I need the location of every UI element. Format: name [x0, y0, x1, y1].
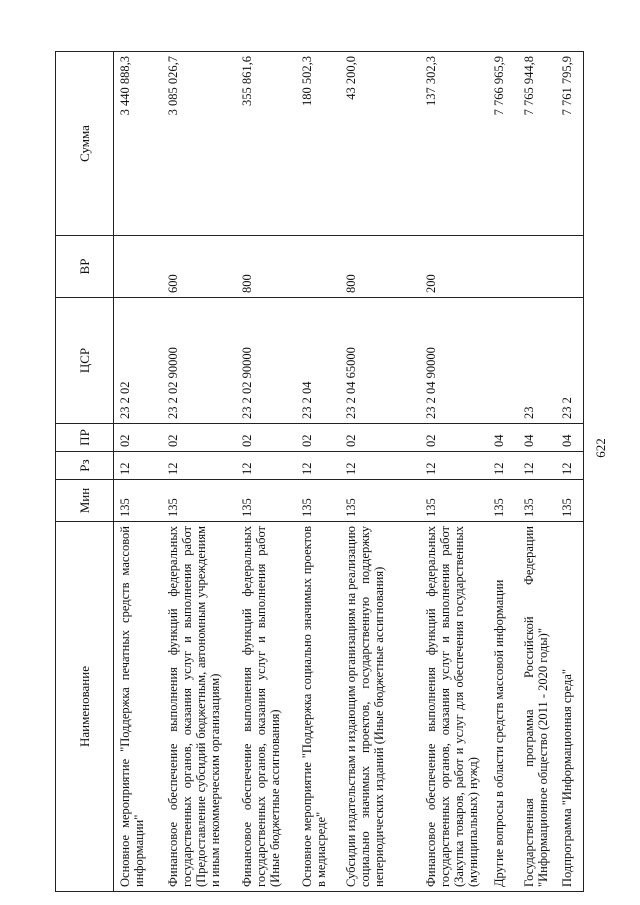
row-sum: 3 440 888,3 — [114, 52, 162, 236]
row-sum: 137 302,3 — [420, 52, 488, 236]
row-pr: 04 — [518, 424, 556, 452]
table-header-row — [56, 52, 114, 892]
row-vr — [556, 236, 584, 298]
row-min: 135 — [420, 480, 488, 522]
row-name: Другие вопросы в области средств массовой информации — [488, 522, 518, 892]
row-vr: 800 — [340, 236, 420, 298]
budget-table-rotated — [55, 52, 582, 892]
header-csr: ЦСР — [56, 298, 114, 424]
row-pr: 02 — [236, 424, 296, 452]
row-vr — [518, 236, 556, 298]
row-pr: 02 — [340, 424, 420, 452]
row-rz: 12 — [114, 452, 162, 480]
row-rz: 12 — [420, 452, 488, 480]
row-csr: 23 2 02 90000 — [236, 298, 296, 424]
row-sum: 7 766 965,9 — [488, 52, 518, 236]
row-pr: 04 — [488, 424, 518, 452]
header-sum: Сумма — [56, 52, 114, 236]
row-min: 135 — [236, 480, 296, 522]
table-row — [340, 52, 420, 892]
header-vr: ВР — [56, 236, 114, 298]
row-csr — [488, 298, 518, 424]
row-sum: 7 765 944,8 — [518, 52, 556, 236]
row-name: Основное мероприятие "Поддержка социально значимых проектов в медиасреде" — [296, 522, 340, 892]
row-min: 135 — [114, 480, 162, 522]
row-vr — [296, 236, 340, 298]
row-vr: 600 — [162, 236, 236, 298]
header-name: Наименование — [56, 522, 114, 892]
row-name: Финансовое обеспечение выполнения функций федеральных государственных органов, оказания услуг и выполнения работ (Иные бюджетные ассигнования) — [236, 522, 296, 892]
row-sum: 3 085 026,7 — [162, 52, 236, 236]
row-rz: 12 — [556, 452, 584, 480]
table-row — [296, 52, 340, 892]
row-pr: 02 — [296, 424, 340, 452]
row-rz: 12 — [296, 452, 340, 480]
table-row — [162, 52, 236, 892]
page-number: 622 — [593, 438, 608, 458]
row-csr: 23 2 04 65000 — [340, 298, 420, 424]
row-min: 135 — [340, 480, 420, 522]
row-rz: 12 — [162, 452, 236, 480]
row-csr: 23 — [518, 298, 556, 424]
table-row — [488, 52, 518, 892]
header-pr: ПР — [56, 424, 114, 452]
row-min: 135 — [556, 480, 584, 522]
row-sum: 7 761 795,9 — [556, 52, 584, 236]
header-rz: Рз — [56, 452, 114, 480]
table-row — [556, 52, 584, 892]
row-rz: 12 — [488, 452, 518, 480]
row-csr: 23 2 02 — [114, 298, 162, 424]
table-row — [236, 52, 296, 892]
row-name: Финансовое обеспечение выполнения функций федеральных государственных органов, оказания услуг и выполнения работ (Закупка товаров, работ и услуг для обеспечения государственных (муниципальных) нужд) — [420, 522, 488, 892]
row-vr: 800 — [236, 236, 296, 298]
table-row — [518, 52, 556, 892]
table-row — [114, 52, 162, 892]
row-name: Финансовое обеспечение выполнения функций федеральных государственных органов, оказания услуг и выполнения работ (Предоставление субсидий бюджетным, автономным учреждениям и иным некоммерческим организациям) — [162, 522, 236, 892]
row-min: 135 — [296, 480, 340, 522]
row-name: Подпрограмма "Информационная среда" — [556, 522, 584, 892]
row-name: Основное мероприятие "Поддержка печатных средств массовой информации" — [114, 522, 162, 892]
row-min: 135 — [488, 480, 518, 522]
row-vr — [114, 236, 162, 298]
row-csr: 23 2 04 — [296, 298, 340, 424]
budget-table — [55, 51, 584, 892]
row-min: 135 — [162, 480, 236, 522]
row-sum: 180 502,3 — [296, 52, 340, 236]
row-sum: 43 200,0 — [340, 52, 420, 236]
row-pr: 02 — [162, 424, 236, 452]
row-pr: 02 — [420, 424, 488, 452]
row-name: Государственная программа Российской Федерации "Информационное общество (2011 - 2020 годы)" — [518, 522, 556, 892]
row-rz: 12 — [340, 452, 420, 480]
row-rz: 12 — [236, 452, 296, 480]
row-vr — [488, 236, 518, 298]
row-vr: 200 — [420, 236, 488, 298]
row-rz: 12 — [518, 452, 556, 480]
row-sum: 355 861,6 — [236, 52, 296, 236]
row-csr: 23 2 — [556, 298, 584, 424]
row-name: Субсидии издательствам и издающим организациям на реализацию социально значимых проектов, государственную поддержку непериодических изданий (Иные бюджетные ассигнования) — [340, 522, 420, 892]
table-row — [420, 52, 488, 892]
row-pr: 04 — [556, 424, 584, 452]
row-csr: 23 2 02 90000 — [162, 298, 236, 424]
row-csr: 23 2 04 90000 — [420, 298, 488, 424]
header-min: Мин — [56, 480, 114, 522]
row-min: 135 — [518, 480, 556, 522]
row-pr: 02 — [114, 424, 162, 452]
